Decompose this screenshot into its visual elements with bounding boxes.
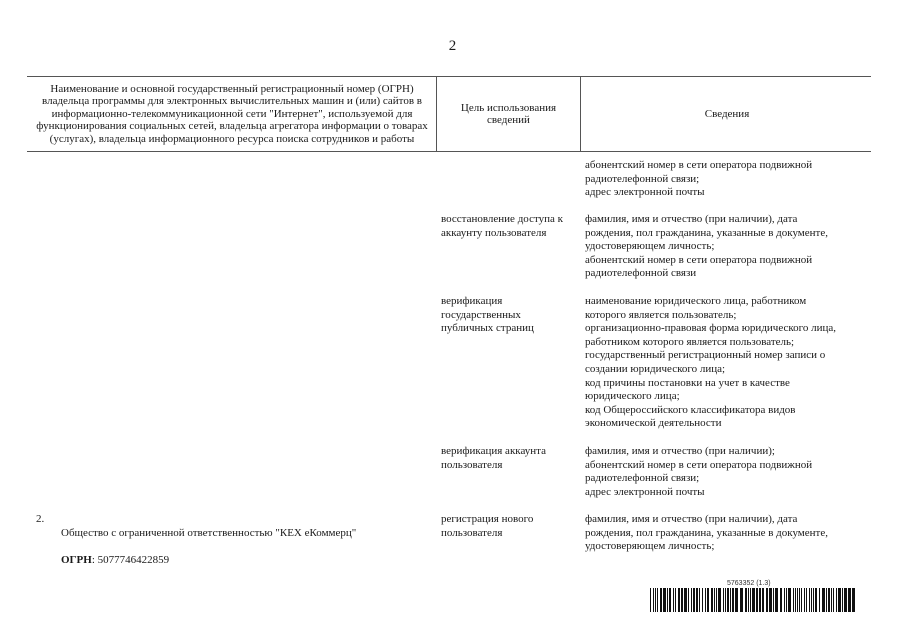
row-5-purpose: регистрация нового пользователя: [441, 513, 534, 539]
header-col-owner-text: Наименование и основной государственный регистрационный номер (ОГРН) владельца программы для электронных вычислительных машин и (или) сайтов в информационно-телекоммуникационной сети "Интернет", используемой для функционирования социальных сетей, владельца агрегатора информации о товарах (услугах), владельца информационного ресурса поиска сотрудников и работы: [36, 82, 428, 145]
header-top-rule: [27, 76, 871, 77]
header-col-purpose: [440, 78, 577, 150]
row-3-info: наименование юридического лица, работником которого является пользователь; организационно-правовая форма юридического лица, работником которого является пользователь; государственный регистрационный номер записи о создании юридического лица; код причины постановки на учет в качестве юридического лица; код Общероссийского классификатора видов экономической деятельности: [585, 295, 837, 430]
header-col-owner: [30, 78, 434, 150]
row-4-info: фамилия, имя и отчество (при наличии); абонентский номер в сети оператора подвижной радиотелефонной связи; адрес электронной почты: [585, 445, 813, 498]
row-2-info: фамилия, имя и отчество (при наличии), дата рождения, пол гражданина, указанные в документе, удостоверяющем личность; абонентский номер в сети оператора подвижной радиотелефонной связи: [585, 213, 828, 280]
entry-2-ogrn: [61, 554, 356, 568]
entry-2-org: [61, 513, 356, 581]
row-4-purpose: верификация аккаунта пользователя: [441, 445, 546, 471]
barcode-image: [650, 588, 856, 612]
entry-2-ogrn-label: ОГРН: [61, 553, 92, 566]
header-column-divider-2: [580, 77, 581, 151]
header-col-info: [584, 78, 870, 150]
row-2-purpose: восстановление доступа к аккаунту пользователя: [441, 213, 563, 239]
entry-2-number: 2.: [36, 513, 45, 525]
barcode-caption: 5763352 (1.3): [727, 580, 771, 587]
entry-2-org-name: Общество с ограниченной ответственностью "КЕХ еКоммерц": [61, 526, 357, 539]
row-3-purpose: верификация государственных публичных страниц: [441, 295, 534, 335]
header-col-info-text: Сведения: [704, 107, 750, 120]
header-col-purpose-text: Цель использования сведений: [460, 101, 557, 126]
entry-2-ogrn-value: : 5077746422859: [91, 553, 170, 566]
row-5-info: фамилия, имя и отчество (при наличии), дата рождения, пол гражданина, указанные в документе, удостоверяющем личность;: [585, 513, 828, 553]
page-number: 2: [448, 38, 457, 54]
header-column-divider-1: [436, 77, 437, 151]
header-bottom-rule: [27, 151, 871, 152]
row-1-info: абонентский номер в сети оператора подвижной радиотелефонной связи; адрес электронной почты: [585, 159, 813, 199]
